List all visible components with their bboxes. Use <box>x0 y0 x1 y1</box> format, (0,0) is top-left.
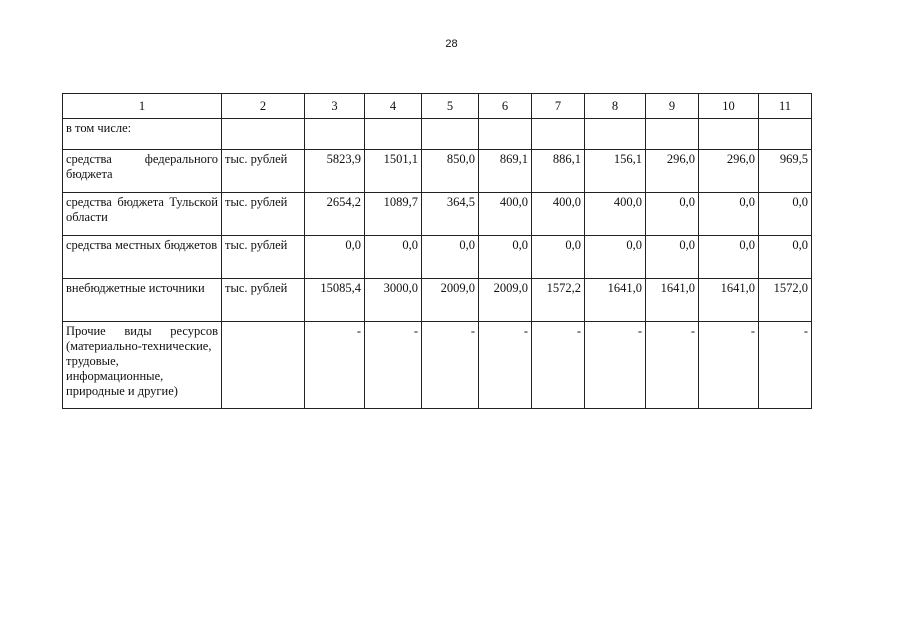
empty-cell <box>365 119 422 150</box>
value-cell: - <box>585 322 646 409</box>
row-label: средства бюджета Тульской области <box>63 193 222 236</box>
value-cell: 0,0 <box>585 236 646 279</box>
header-cell: 7 <box>532 94 585 119</box>
value-cell: 1501,1 <box>365 150 422 193</box>
value-cell: 886,1 <box>532 150 585 193</box>
value-cell: 0,0 <box>365 236 422 279</box>
header-cell: 1 <box>63 94 222 119</box>
empty-cell <box>646 119 699 150</box>
header-cell: 6 <box>479 94 532 119</box>
empty-cell <box>532 119 585 150</box>
table-row <box>63 193 812 236</box>
value-cell: 400,0 <box>585 193 646 236</box>
value-cell: - <box>699 322 759 409</box>
value-cell: 2009,0 <box>479 279 532 322</box>
value-cell: 0,0 <box>699 193 759 236</box>
value-cell: 0,0 <box>305 236 365 279</box>
value-cell: 296,0 <box>699 150 759 193</box>
value-cell: 5823,9 <box>305 150 365 193</box>
value-cell: 400,0 <box>532 193 585 236</box>
row-unit: тыс. рублей <box>222 236 305 279</box>
subheading-label: в том числе: <box>63 119 222 150</box>
row-label: средства федерального бюджета <box>63 150 222 193</box>
value-cell: 400,0 <box>479 193 532 236</box>
header-cell: 9 <box>646 94 699 119</box>
value-cell: 869,1 <box>479 150 532 193</box>
value-cell: 1641,0 <box>585 279 646 322</box>
table-row <box>63 279 812 322</box>
header-cell: 8 <box>585 94 646 119</box>
row-label: Прочие виды ресурсов (материально-технические, трудовые, информационные, природные и другие) <box>63 322 222 409</box>
empty-cell <box>305 119 365 150</box>
header-cell: 11 <box>759 94 812 119</box>
header-row <box>63 94 812 119</box>
value-cell: - <box>422 322 479 409</box>
value-cell: - <box>759 322 812 409</box>
value-cell: 1641,0 <box>646 279 699 322</box>
value-cell: 0,0 <box>646 236 699 279</box>
value-cell: 1089,7 <box>365 193 422 236</box>
header-cell: 2 <box>222 94 305 119</box>
value-cell: 1641,0 <box>699 279 759 322</box>
value-cell: 0,0 <box>699 236 759 279</box>
empty-cell <box>422 119 479 150</box>
value-cell: - <box>532 322 585 409</box>
value-cell: 2654,2 <box>305 193 365 236</box>
empty-cell <box>222 119 305 150</box>
header-cell: 4 <box>365 94 422 119</box>
table-row <box>63 236 812 279</box>
empty-cell <box>699 119 759 150</box>
value-cell: 296,0 <box>646 150 699 193</box>
value-cell: 0,0 <box>479 236 532 279</box>
header-cell: 10 <box>699 94 759 119</box>
value-cell: 364,5 <box>422 193 479 236</box>
page-number: 28 <box>445 38 458 50</box>
header-cell: 5 <box>422 94 479 119</box>
value-cell: 3000,0 <box>365 279 422 322</box>
empty-cell <box>479 119 532 150</box>
value-cell: - <box>646 322 699 409</box>
value-cell: - <box>365 322 422 409</box>
empty-cell <box>585 119 646 150</box>
value-cell: 2009,0 <box>422 279 479 322</box>
value-cell: 1572,2 <box>532 279 585 322</box>
value-cell: 969,5 <box>759 150 812 193</box>
value-cell: - <box>479 322 532 409</box>
row-unit: тыс. рублей <box>222 150 305 193</box>
value-cell: 0,0 <box>646 193 699 236</box>
value-cell: 156,1 <box>585 150 646 193</box>
header-cell: 3 <box>305 94 365 119</box>
value-cell: 0,0 <box>422 236 479 279</box>
value-cell: 0,0 <box>532 236 585 279</box>
empty-cell <box>759 119 812 150</box>
value-cell: 1572,0 <box>759 279 812 322</box>
value-cell: 0,0 <box>759 193 812 236</box>
row-unit <box>222 322 305 409</box>
value-cell: 15085,4 <box>305 279 365 322</box>
budget-table <box>62 93 812 409</box>
value-cell: - <box>305 322 365 409</box>
row-unit: тыс. рублей <box>222 279 305 322</box>
table-row <box>63 322 812 409</box>
row-label: внебюджетные источники <box>63 279 222 322</box>
row-label: средства местных бюджетов <box>63 236 222 279</box>
row-unit: тыс. рублей <box>222 193 305 236</box>
subheading-row <box>63 119 812 150</box>
value-cell: 850,0 <box>422 150 479 193</box>
value-cell: 0,0 <box>759 236 812 279</box>
table-row <box>63 150 812 193</box>
